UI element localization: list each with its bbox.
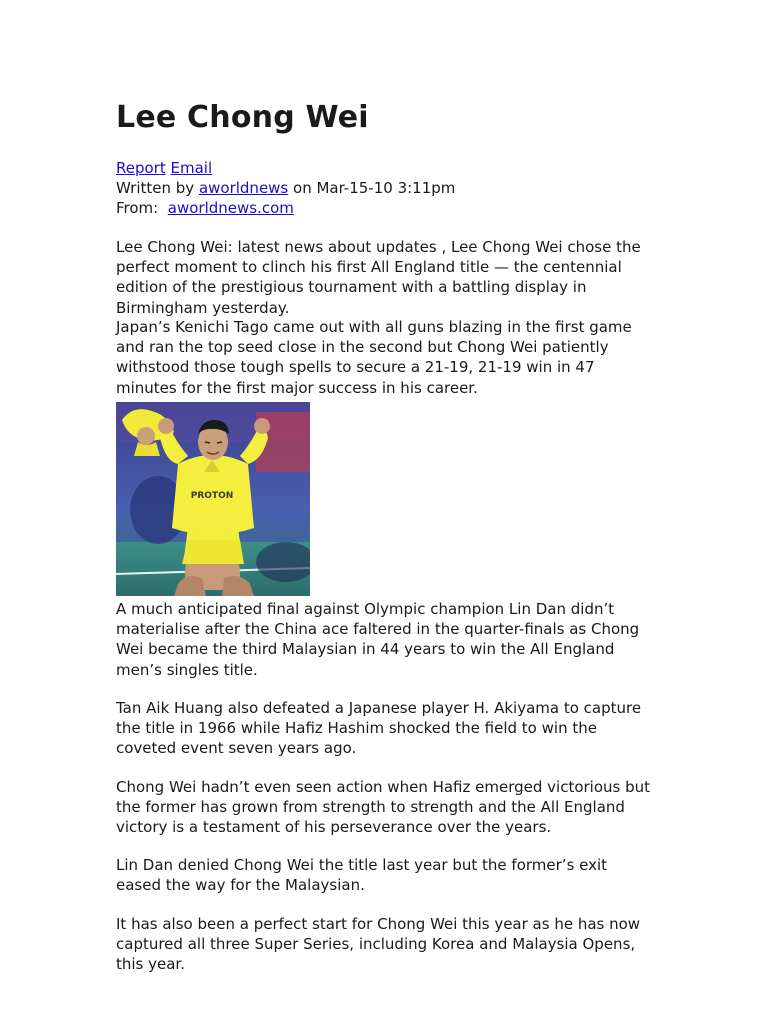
- article-meta: [116, 158, 455, 218]
- action-links: [116, 158, 455, 178]
- paragraph-5: Chong Wei hadn’t even seen action when Hafiz emerged victorious but the former has grown from strength to strength and the All England victory is a testament of his perseverance over the years.: [116, 778, 651, 837]
- report-link[interactable]: Report: [116, 159, 166, 177]
- from-label: From:: [116, 199, 168, 217]
- author-link[interactable]: aworldnews: [198, 179, 289, 197]
- paragraph-2: Japan’s Kenichi Tago came out with all guns blazing in the first game and ran the top seed close in the second but Chong Wei patiently withstood those tough spells to secure a 21-19, 21-19 win in 47 minutes for the first major success in his career.: [116, 318, 632, 397]
- badminton-player-photo: [116, 402, 310, 596]
- paragraph-4: Tan Aik Huang also defeated a Japanese player H. Akiyama to capture the title in 1966 while Hafiz Hashim shocked the field to win the coveted event seven years ago.: [116, 699, 642, 758]
- paragraph-7: It has also been a perfect start for Chong Wei this year as he has now captured all three Super Series, including Korea and Malaysia Opens, this year.: [116, 915, 641, 974]
- paragraph-3: A much anticipated final against Olympic champion Lin Dan didn’t materialise after the China ace faltered in the quarter-finals as Chong Wei became the third Malaysian in 44 years to win the All England men’s singles title.: [116, 600, 640, 679]
- paragraph-1: Lee Chong Wei: latest news about updates , Lee Chong Wei chose the perfect moment to clinch his first All England title — the centennial edition of the prestigious tournament with a battling display in Birmingham yesterday.: [116, 238, 641, 317]
- source-link[interactable]: aworldnews.com: [167, 199, 294, 217]
- written-by-label: Written by: [116, 179, 199, 197]
- email-link[interactable]: Email: [170, 159, 213, 177]
- shirt-logo-text: PROTON: [190, 491, 234, 501]
- source-line: [116, 198, 455, 218]
- paragraph-6: Lin Dan denied Chong Wei the title last year but the former’s exit eased the way for the Malaysian.: [116, 856, 608, 895]
- post-date: on Mar-15-10 3:11pm: [288, 179, 456, 197]
- byline: [116, 178, 455, 198]
- article-title: Lee Chong Wei: [116, 100, 369, 135]
